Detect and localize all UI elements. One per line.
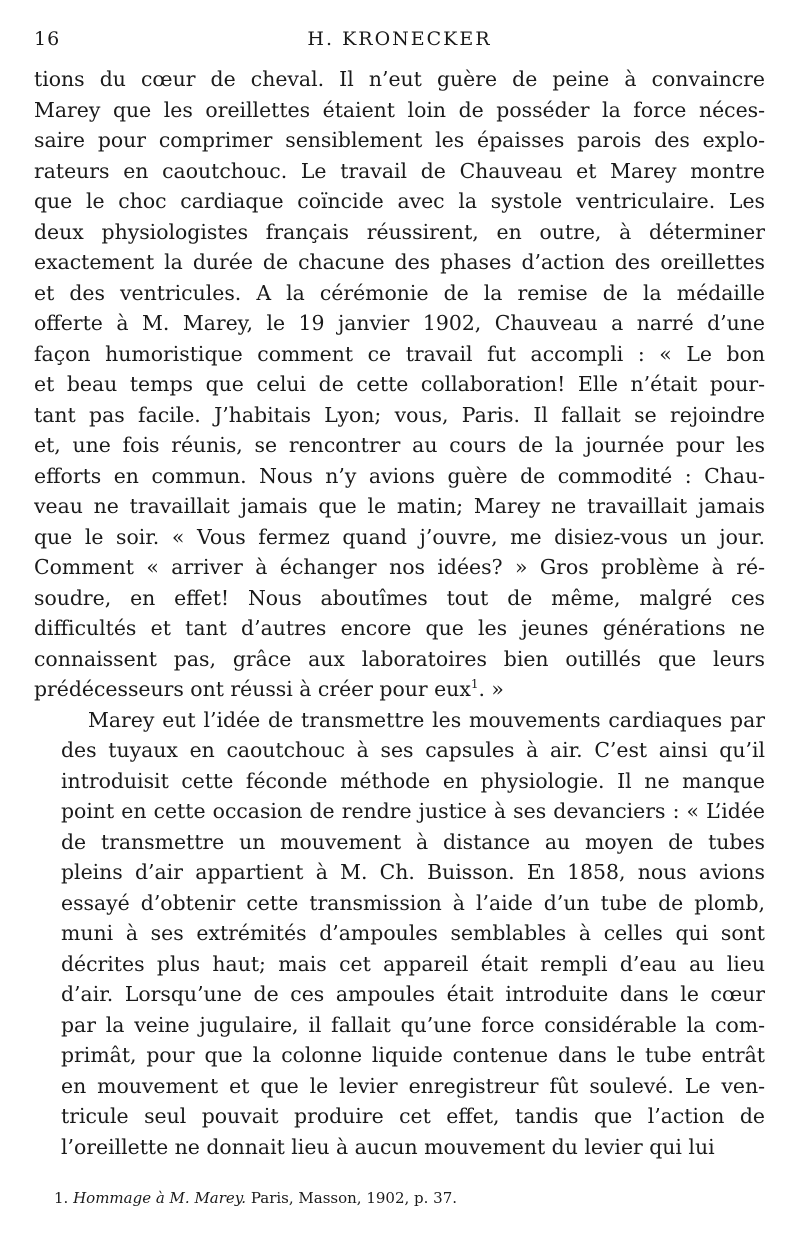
line-text: primât, pour que la colonne liquide contenue dans le tube entrât — [61, 1043, 765, 1067]
line-text: muni à ses extrémités d’ampoules semblables à celles qui sont — [61, 921, 765, 945]
paragraph2-line — [34, 766, 765, 797]
paragraph1-line — [34, 186, 765, 217]
paragraph1-line — [34, 491, 765, 522]
paragraph1-line — [34, 95, 765, 126]
paragraph1-line — [34, 308, 765, 339]
line-text: Comment « arriver à échanger nos idées? » Gros problème à ré- — [34, 555, 765, 579]
line-text: saire pour comprimer sensiblement les épaisses parois des explo- — [34, 128, 765, 152]
line-text: d’air. Lorsqu’une de ces ampoules était introduite dans le cœur — [61, 982, 765, 1006]
line-text: en mouvement et que le levier enregistreur fût soulevé. Le ven- — [61, 1073, 765, 1098]
paragraph1-line — [34, 644, 765, 675]
paragraph-1 — [34, 64, 765, 705]
line-text: difficultés et tant d’autres encore que les jeunes générations ne — [34, 616, 765, 640]
paragraph1-line — [34, 64, 765, 95]
footnote-title: Hommage à M. Marey. — [73, 1189, 247, 1207]
line-text: tricule seul pouvait produire cet effet, tandis que l’action de — [61, 1104, 765, 1128]
line-text: décrites plus haut; mais cet appareil était rempli d’eau au lieu — [61, 951, 765, 976]
paragraph1-line — [34, 583, 765, 614]
paragraph1-line — [34, 461, 765, 492]
document-page — [34, 0, 765, 1241]
paragraph2-line — [34, 1040, 765, 1071]
paragraph2-line — [34, 1132, 765, 1163]
paragraph2-line — [34, 796, 765, 827]
paragraph1-line — [34, 674, 765, 705]
paragraph1-line — [34, 613, 765, 644]
line-text: que le choc cardiaque coïncide avec la systole ventriculaire. Les — [34, 189, 765, 213]
paragraph1-line — [34, 552, 765, 583]
page-header — [34, 28, 765, 58]
line-text: par la veine jugulaire, il fallait qu’une force considérable la com- — [61, 1012, 765, 1037]
line-text: connaissent pas, grâce aux laboratoires bien outillés que leurs — [34, 646, 765, 671]
paragraph2-line — [34, 1101, 765, 1132]
paragraph2-line — [34, 827, 765, 858]
paragraph2-line — [34, 705, 765, 736]
line-tail: . » — [478, 677, 504, 701]
paragraph2-line — [34, 949, 765, 980]
paragraph2-line — [34, 857, 765, 888]
line-text: essayé d’obtenir cette transmission à l’aide d’un tube de plomb, — [61, 890, 765, 915]
line-text: offerte à M. Marey, le 19 janvier 1902, Chauveau a narré d’une — [34, 311, 765, 335]
line-text: soudre, en effet! Nous aboutîmes tout de même, malgré ces — [34, 585, 765, 610]
paragraph2-line — [34, 918, 765, 949]
line-text: pleins d’air appartient à M. Ch. Buisson. En 1858, nous avions — [61, 860, 765, 884]
paragraph1-line — [34, 247, 765, 278]
line-text: et beau temps que celui de cette collaboration! Elle n’était pour- — [34, 372, 765, 396]
paragraph1-line — [34, 430, 765, 461]
line-text: rateurs en caoutchouc. Le travail de Chauveau et Marey montre — [34, 158, 765, 183]
line-text: point en cette occasion de rendre justice à ses devanciers : « L’idée — [61, 799, 765, 823]
line-text: veau ne travaillait jamais que le matin; Marey ne travaillait jamais — [34, 494, 765, 518]
line-text: tions du cœur de cheval. Il n’eut guère de peine à convaincre — [34, 67, 765, 91]
footnote-number: 1. — [54, 1189, 69, 1207]
paragraph2-line — [34, 1010, 765, 1041]
paragraph1-line — [34, 278, 765, 309]
footnote-marker: 1 — [470, 677, 479, 692]
paragraph2-line — [34, 979, 765, 1010]
body-text — [34, 64, 765, 1162]
line-text: de transmettre un mouvement à distance au moyen de tubes — [61, 829, 765, 854]
line-text: deux physiologistes français réussirent, en outre, à déterminer — [34, 219, 765, 244]
paragraph1-line — [34, 339, 765, 370]
paragraph1-line — [34, 125, 765, 156]
line-text: efforts en commun. Nous n’y avions guère de commodité : Chau- — [34, 463, 765, 488]
running-head: H. KRONECKER — [307, 28, 492, 50]
paragraph-2 — [34, 705, 765, 1163]
line-text: que le soir. « Vous fermez quand j’ouvre, me disiez-vous un jour. — [34, 524, 765, 549]
line-text: façon humoristique comment ce travail fut accompli : « Le bon — [34, 341, 765, 366]
paragraph2-line — [34, 888, 765, 919]
footnote — [54, 1188, 765, 1208]
paragraph1-line — [34, 522, 765, 553]
footnote-reference: Paris, Masson, 1902, p. 37. — [250, 1189, 458, 1207]
line-text: des tuyaux en caoutchouc à ses capsules à air. C’est ainsi qu’il — [61, 738, 765, 762]
line-text: tant pas facile. J’habitais Lyon; vous, Paris. Il fallait se rejoindre — [34, 402, 765, 427]
paragraph2-line — [34, 735, 765, 766]
line-text: exactement la durée de chacune des phases d’action des oreillettes — [34, 250, 765, 274]
line-text: Marey que les oreillettes étaient loin de posséder la force néces- — [34, 97, 765, 122]
line-text: Marey eut l’idée de transmettre les mouvements cardiaques par — [88, 707, 765, 732]
paragraph1-line — [34, 369, 765, 400]
paragraph1-line — [34, 400, 765, 431]
paragraph2-line — [34, 1071, 765, 1102]
line-text: et, une fois réunis, se rencontrer au cours de la journée pour les — [34, 433, 765, 457]
line-text: prédécesseurs ont réussi à créer pour eux — [34, 677, 471, 701]
line-text: introduisit cette féconde méthode en physiologie. Il ne manque — [61, 768, 765, 793]
paragraph1-line — [34, 156, 765, 187]
page-number: 16 — [34, 28, 61, 50]
line-text: l’oreillette ne donnait lieu à aucun mouvement du levier qui lui — [61, 1134, 715, 1159]
line-text: et des ventricules. A la cérémonie de la remise de la médaille — [34, 280, 765, 305]
paragraph1-line — [34, 217, 765, 248]
